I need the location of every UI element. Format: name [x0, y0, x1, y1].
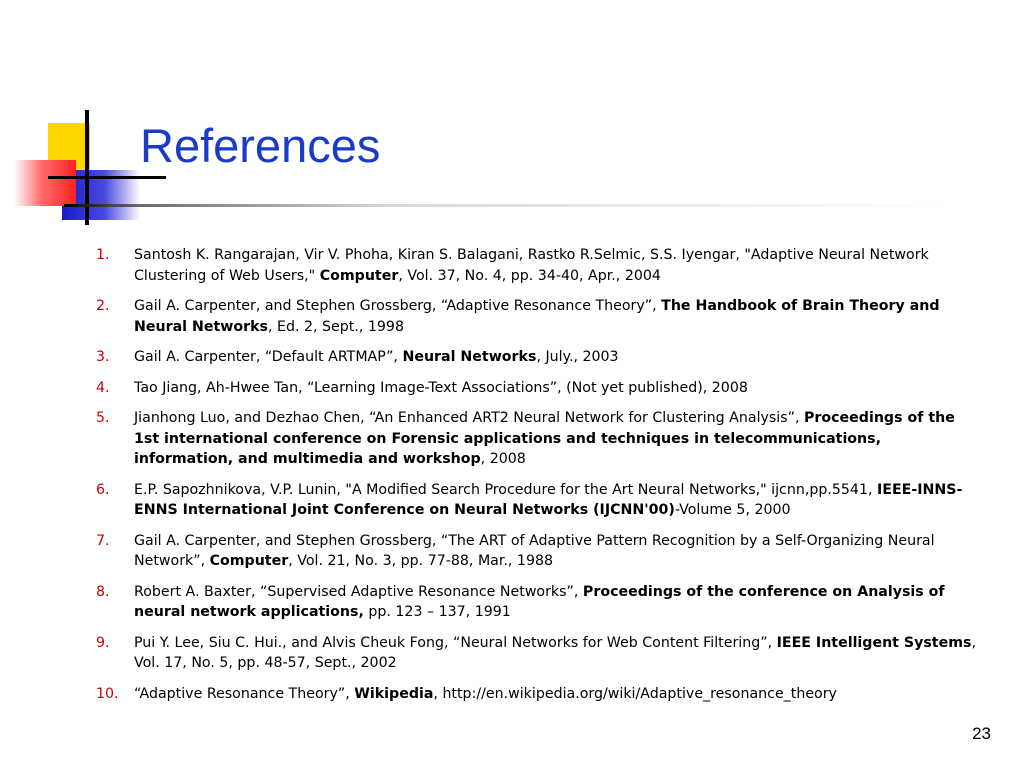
reference-number: 9. [96, 634, 110, 651]
reference-source-title: Neural Networks [402, 349, 537, 365]
reference-text-segment: pp. 123 – 137, 1991 [363, 604, 511, 620]
reference-text [134, 378, 976, 399]
reference-number: 8. [96, 583, 110, 600]
reference-number: 10. [96, 685, 119, 702]
reference-text [134, 633, 976, 674]
reference-source-title: Proceedings of the 1st international conference on Forensic applications and techniques in telecommunications, information, and multimedia and workshop [134, 410, 955, 467]
reference-item [96, 633, 976, 674]
slide-title: References [140, 119, 381, 172]
reference-text [134, 347, 976, 368]
reference-list [96, 245, 976, 714]
reference-text [134, 531, 976, 572]
reference-item [96, 480, 976, 521]
reference-text-segment: , Ed. 2, Sept., 1998 [267, 318, 404, 335]
reference-text-segment: Gail A. Carpenter, and Stephen Grossberg, “The ART of Adaptive Pattern Recognition by a Self-Organizing Neural Network”, [134, 532, 935, 569]
reference-text-segment: , July., 2003 [536, 349, 619, 365]
logo-red-square [14, 160, 76, 206]
reference-text-segment: Gail A. Carpenter, and Stephen Grossberg, “Adaptive Resonance Theory”, [134, 298, 662, 314]
reference-source-title: IEEE Intelligent Systems [776, 634, 972, 651]
reference-item [96, 531, 976, 572]
reference-text-segment: “Adaptive Resonance Theory”, [134, 685, 355, 702]
reference-text-segment: E.P. Sapozhnikova, V.P. Lunin, "A Modified Search Procedure for the Art Neural Networks," ijcnn,pp.5541, [134, 481, 878, 498]
reference-item [96, 347, 976, 368]
reference-number: 6. [96, 481, 110, 498]
reference-text-segment: , Vol. 17, No. 5, pp. 48-57, Sept., 2002 [134, 634, 976, 671]
logo-vertical-line [85, 110, 89, 225]
reference-number: 1. [96, 247, 110, 263]
reference-text-segment: Pui Y. Lee, Siu C. Hui., and Alvis Cheuk Fong, “Neural Networks for Web Content Filtering”, [134, 634, 777, 651]
reference-text [134, 296, 976, 337]
reference-source-title: IEEE-INNS-ENNS International Joint Conference on Neural Networks (IJCNN'00) [134, 481, 963, 518]
reference-number: 2. [96, 298, 110, 314]
reference-source-title: Computer [319, 267, 399, 284]
reference-item [96, 378, 976, 399]
reference-item [96, 296, 976, 337]
reference-text [134, 480, 976, 521]
reference-text-segment: Santosh K. Rangarajan, Vir V. Phoha, Kiran S. Balagani, Rastko R.Selmic, S.S. Iyengar, "Adaptive Neural Network Clustering of Web Users," [134, 247, 929, 284]
reference-number: 7. [96, 532, 110, 549]
reference-item [96, 582, 976, 623]
reference-source-title: Wikipedia [354, 685, 434, 702]
reference-text-segment: Jianhong Luo, and Dezhao Chen, “An Enhanced ART2 Neural Network for Clustering Analysis”, [134, 410, 804, 426]
logo-horizontal-line [48, 176, 166, 179]
reference-text [134, 684, 976, 705]
reference-text [134, 582, 976, 623]
reference-number: 3. [96, 349, 110, 365]
reference-text-segment: , Vol. 21, No. 3, pp. 77-88, Mar., 1988 [288, 553, 554, 569]
reference-text-segment: Tao Jiang, Ah-Hwee Tan, “Learning Image-Text Associations”, (Not yet published), 2008 [134, 379, 748, 396]
page-number: 23 [972, 724, 991, 743]
reference-text-segment: , 2008 [480, 451, 526, 467]
reference-item [96, 245, 976, 286]
reference-text-segment: , Vol. 37, No. 4, pp. 34-40, Apr., 2004 [398, 267, 661, 284]
reference-text-segment: -Volume 5, 2000 [674, 502, 791, 518]
reference-text [134, 245, 976, 286]
title-underline [64, 204, 994, 207]
reference-source-title: The Handbook of Brain Theory and Neural Networks [134, 298, 940, 335]
reference-text-segment: Robert A. Baxter, “Supervised Adaptive Resonance Networks”, [134, 583, 583, 600]
reference-source-title: Proceedings of the conference on Analysis of neural network applications, [134, 583, 945, 620]
reference-number: 4. [96, 379, 110, 396]
reference-item [96, 408, 976, 470]
reference-text-segment: Gail A. Carpenter, “Default ARTMAP”, [134, 349, 403, 365]
reference-text-segment: , http://en.wikipedia.org/wiki/Adaptive_resonance_theory [433, 685, 837, 702]
reference-number: 5. [96, 410, 110, 426]
reference-source-title: Computer [209, 553, 289, 569]
reference-item [96, 684, 976, 705]
reference-text [134, 408, 976, 470]
